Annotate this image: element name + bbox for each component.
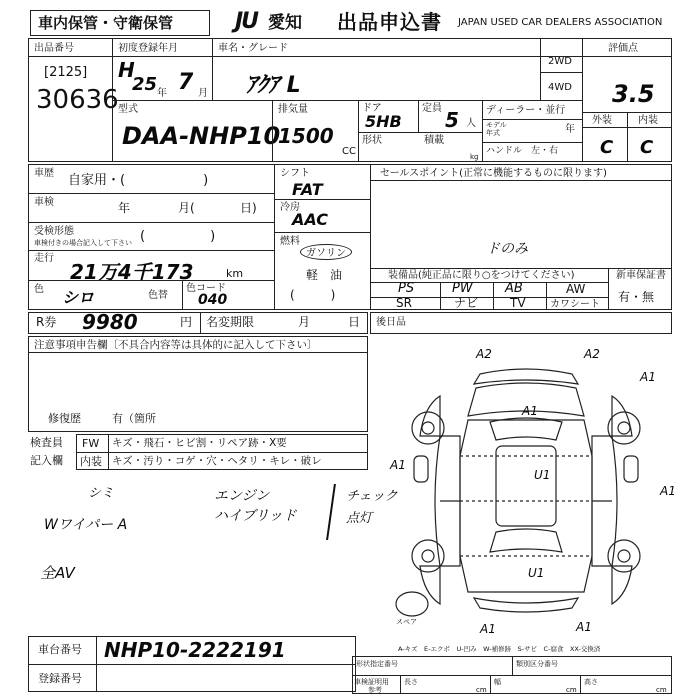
ref-label: 参考 — [368, 686, 382, 694]
rear-items-frame — [370, 312, 672, 334]
capacity-unit: 人 — [466, 118, 476, 129]
displacement-value: 1500 — [278, 124, 334, 148]
damage-mark-hood: A1 — [522, 404, 538, 418]
color-value: シロ — [62, 288, 95, 307]
association-name: JAPAN USED CAR DEALERS ASSOCIATION — [458, 17, 663, 28]
rating-interior-label: 内装 — [638, 115, 658, 126]
acceptance-paren: ( ) — [140, 229, 216, 244]
damage-mark-front-right: A2 — [584, 347, 600, 361]
damage-mark-left-side: A1 — [390, 458, 406, 472]
rating-exterior-label: 外装 — [592, 115, 612, 126]
note-stain: シミ — [88, 486, 115, 501]
capacity-weight-unit: kg — [470, 153, 479, 161]
warranty-value: 有・無 — [618, 290, 655, 304]
model-name-value: ｱｸｱ L — [246, 73, 301, 98]
note-engine: エンジン ハイブリッド — [214, 488, 297, 524]
note-wiper: Wワイパー A — [44, 517, 128, 533]
color-code-value: 040 — [198, 292, 228, 308]
name-change-month: 月 — [298, 315, 311, 329]
wheel-circles — [396, 412, 640, 616]
damage-mark-roof: U1 — [534, 468, 551, 482]
warranty-label: 新車保証書 — [616, 270, 666, 281]
dealer-handle: ハンドル 左・右 — [486, 146, 559, 156]
note-check: チェック 点灯 — [346, 489, 398, 526]
recycle-label: R券 — [36, 315, 57, 329]
acceptance-label: 受検形態 — [34, 226, 74, 237]
mileage-value: 21万4千173 — [70, 260, 194, 284]
dealer-model-year: モデル 年式 — [486, 121, 507, 137]
inspector-fw-items: キズ・飛石・ヒビ割・リペア跡・X要 — [112, 437, 287, 449]
equipment-ps: PS — [398, 281, 415, 296]
mileage-label: 走行 — [34, 253, 54, 264]
equipment-navi: ナビ — [454, 296, 479, 310]
chassis-value: NHP10-2222191 — [104, 638, 286, 662]
doors-value: 5HB — [365, 112, 402, 131]
inspection-year: 年 — [118, 201, 131, 215]
brand-region: 愛知 — [268, 13, 302, 33]
equipment-seat: カワシート — [550, 299, 600, 310]
dealer-label: ディーラー・並行 — [486, 105, 566, 116]
brand-logo: JU — [235, 9, 258, 34]
displacement-unit: CC — [342, 146, 356, 157]
damage-mark-right-front: A1 — [640, 370, 656, 384]
reg-number-label: 登録番号 — [38, 672, 82, 685]
recycle-value: 9980 — [82, 310, 138, 334]
equipment-pw: PW — [452, 281, 473, 296]
model-name-label: 車名・グレード — [218, 43, 288, 54]
registration-label: 初度登録年月 — [118, 43, 178, 54]
drive-4wd: 4WD — [548, 82, 572, 93]
note-divider — [326, 484, 336, 540]
equipment-aw: AW — [566, 282, 586, 296]
color-code-label: 色コード — [186, 283, 226, 294]
notes-label: 注意事項申告欄〔不具合内容等は具体的に記入して下さい〕 — [34, 339, 318, 351]
rating-exterior-grade: C — [600, 137, 614, 158]
damage-mark-rear-roof: U1 — [528, 566, 545, 580]
form-title: 出品申込書 — [337, 10, 442, 34]
ac-value: AAC — [292, 210, 329, 229]
damage-mark-front-left: A2 — [476, 347, 492, 361]
registration-month-unit: 月 — [198, 88, 208, 99]
rating-value: 3.5 — [612, 80, 655, 108]
fuel-diesel: 軽 油 — [306, 268, 343, 282]
fuel-label: 燃料 — [280, 236, 300, 247]
inspection-month: 月( — [178, 201, 195, 215]
car-damage-diagram — [380, 336, 672, 636]
damage-mark-rear-right: A1 — [576, 620, 592, 634]
type-value: DAA-NHP10 — [122, 122, 281, 150]
height-unit: cm — [656, 686, 667, 694]
length-unit: cm — [476, 686, 487, 694]
dealer-year-suffix: 年 — [565, 124, 575, 135]
registration-era: H — [118, 58, 135, 82]
note-seat: 全AV — [40, 564, 75, 582]
damage-legend: A-キズ E-エクボ U-凹み W-補修跡 S-サビ C-腐食 XX-交換済 — [398, 645, 601, 653]
height-label: 高さ — [584, 678, 598, 686]
category-number-label: 類別区分番号 — [516, 660, 558, 668]
width-unit: cm — [566, 686, 577, 694]
inspection-day: 日) — [240, 201, 257, 215]
type-label: 型式 — [118, 104, 138, 115]
equipment-ab: AB — [505, 281, 523, 296]
register-label: 車検証明用 — [354, 678, 389, 686]
shift-label: シフト — [280, 168, 310, 179]
doors-label: ドア — [362, 103, 382, 114]
color-label: 色 — [34, 284, 44, 295]
drive-2wd: 2WD — [548, 56, 572, 67]
repair-value: 有（箇所 — [112, 412, 156, 425]
fuel-paren: ( ) — [290, 288, 336, 302]
damage-mark-right-side: A1 — [660, 484, 676, 498]
equipment-label: 装備品(純正品に限り○をつけてください) — [388, 270, 575, 281]
lot-bracket-code: [2125] — [44, 65, 88, 80]
repair-label: 修復歴 — [48, 412, 81, 425]
inspector-entry-label: 記入欄 — [30, 454, 63, 467]
lot-label: 出品番号 — [34, 43, 74, 54]
mirrors — [414, 456, 638, 482]
acceptance-note: 車検付きの場合記入して下さい — [34, 239, 132, 247]
color-tone-label: 色替 — [148, 290, 168, 301]
sales-point-label: セールスポイント(正常に機能するものに限ります) — [380, 168, 607, 179]
mileage-unit: km — [226, 267, 244, 280]
rating-interior-grade: C — [640, 137, 654, 158]
equipment-sr: SR — [396, 296, 412, 310]
inspector-check-label: 検査員 — [30, 436, 63, 449]
name-change-day: 日 — [348, 315, 361, 329]
length-label: 長さ — [404, 678, 418, 686]
doors-shape-label: 形状 — [362, 135, 382, 146]
rating-label: 評価点 — [608, 43, 638, 54]
registration-year: 25 — [132, 74, 158, 95]
inspector-interior-items: キズ・汚り・コゲ・穴・ヘタリ・キレ・破レ — [112, 455, 322, 467]
capacity-value: 5 — [445, 108, 459, 132]
ac-label: 冷房 — [280, 202, 300, 213]
fuel-gasoline: ガソリン — [306, 248, 346, 259]
damage-mark-rear-left: A1 — [480, 622, 496, 636]
displacement-label: 排気量 — [278, 104, 308, 115]
equipment-tv: TV — [510, 296, 526, 310]
spare-label: スペア — [396, 618, 417, 626]
capacity-label: 定員 — [422, 103, 442, 114]
registration-year-unit: 年 — [157, 88, 167, 99]
storage-label: 車内保管・守衛保管 — [38, 14, 174, 32]
width-label: 幅 — [494, 678, 501, 686]
history-value: 自家用・( ) — [68, 173, 209, 188]
shift-value: FAT — [292, 180, 323, 199]
recycle-unit: 円 — [180, 315, 193, 329]
lot-number: 30636 — [36, 85, 119, 115]
inspector-interior: 内装 — [80, 455, 102, 468]
history-label: 車歴 — [34, 168, 54, 179]
recycle-frame — [28, 312, 368, 334]
inspector-fw: FW — [82, 437, 100, 450]
capacity-weight-label: 積載 — [424, 135, 444, 146]
registration-month: 7 — [178, 70, 194, 95]
chassis-label: 車台番号 — [38, 643, 82, 656]
name-change-label: 名変期限 — [206, 315, 255, 329]
sales-point-note: ドのみ — [486, 241, 528, 257]
inspection-label: 車検 — [34, 197, 54, 208]
special-number-label: 形状指定番号 — [356, 660, 398, 668]
rear-items-label: 後日品 — [376, 317, 406, 328]
